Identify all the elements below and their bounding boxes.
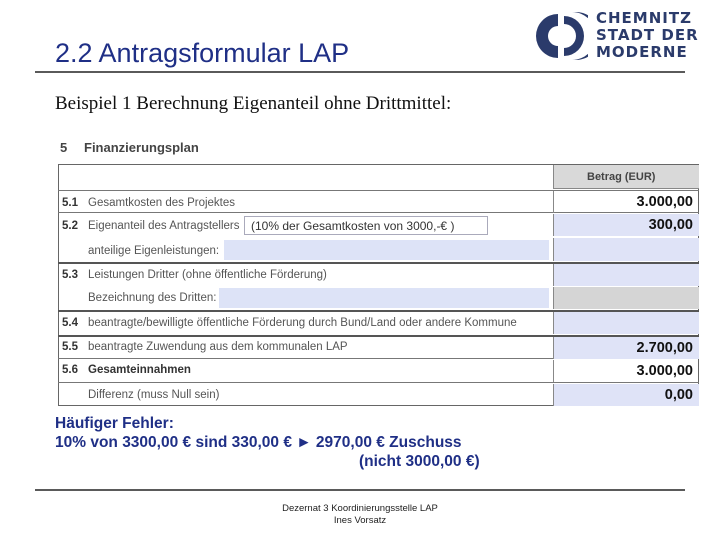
section-number: 5 xyxy=(60,140,68,155)
footer-divider xyxy=(35,489,685,491)
own-contribution-input-field[interactable] xyxy=(224,240,549,260)
title-divider xyxy=(35,71,685,73)
row-label-own-services: anteilige Eigenleistungen: xyxy=(88,245,220,257)
slide-subtitle: Beispiel 1 Berechnung Eigenanteil ohne Drittmittel: xyxy=(55,93,452,114)
amount-third-party-name xyxy=(553,287,699,309)
row-divider xyxy=(58,382,699,383)
row-label-5-5: 5.5 beantragte Zuwendung aus dem kommunalen LAP xyxy=(62,341,348,353)
chemnitz-logo-mark-icon xyxy=(528,8,588,64)
logo-line-3: MODERNE xyxy=(596,43,688,61)
error-correction: (nicht 3000,00 €) xyxy=(359,453,480,470)
error-heading: Häufiger Fehler: xyxy=(55,415,174,432)
footer-author: Ines Vorsatz xyxy=(333,515,387,526)
logo-line-1: CHEMNITZ xyxy=(596,9,692,27)
row-label-5-6: 5.6 Gesamteinnahmen xyxy=(62,364,191,376)
row-label-5-3: 5.3 Leistungen Dritter (ohne öffentliche Förderung) xyxy=(62,269,327,281)
amount-total-costs[interactable]: 3.000,00 xyxy=(553,191,699,213)
amount-column-header: Betrag (EUR) xyxy=(553,165,699,189)
row-label-5-4: 5.4 beantragte/bewilligte öffentliche Förderung durch Bund/Land oder andere Kommune xyxy=(62,317,517,329)
common-error-callout xyxy=(55,414,480,471)
error-calculation: 10% von 3300,00 € sind 330,00 € ► 2970,00 € Zuschuss xyxy=(55,434,462,451)
row-label-third-party-name: Bezeichnung des Dritten: xyxy=(88,292,217,304)
section-title: Finanzierungsplan xyxy=(84,140,199,155)
footer xyxy=(0,503,720,527)
percentage-note: (10% der Gesamtkosten von 3000,-€ ) xyxy=(244,216,488,235)
footer-department: Dezernat 3 Koordinierungsstelle LAP xyxy=(282,503,438,514)
row-label-5-2: 5.2 Eigenanteil des Antragstellers xyxy=(62,220,240,232)
amount-total-income: 3.000,00 xyxy=(553,360,699,382)
amount-lap-grant[interactable]: 2.700,00 xyxy=(553,337,699,359)
slide-title: 2.2 Antragsformular LAP xyxy=(55,38,350,68)
third-party-name-input-field[interactable] xyxy=(219,288,549,308)
logo-wordmark xyxy=(596,10,699,61)
amount-third-party[interactable] xyxy=(553,264,699,286)
chemnitz-logo xyxy=(528,8,699,64)
amount-difference: 0,00 xyxy=(553,384,699,406)
form-section-heading xyxy=(60,140,199,155)
amount-own-contribution[interactable]: 300,00 xyxy=(553,214,699,236)
logo-line-2: STADT DER xyxy=(596,26,699,44)
row-label-difference: Differenz (muss Null sein) xyxy=(88,389,220,401)
row-label-5-1: 5.1 Gesamtkosten des Projektes xyxy=(62,197,236,209)
amount-own-services[interactable] xyxy=(553,238,699,261)
amount-public-funding[interactable] xyxy=(553,312,699,334)
